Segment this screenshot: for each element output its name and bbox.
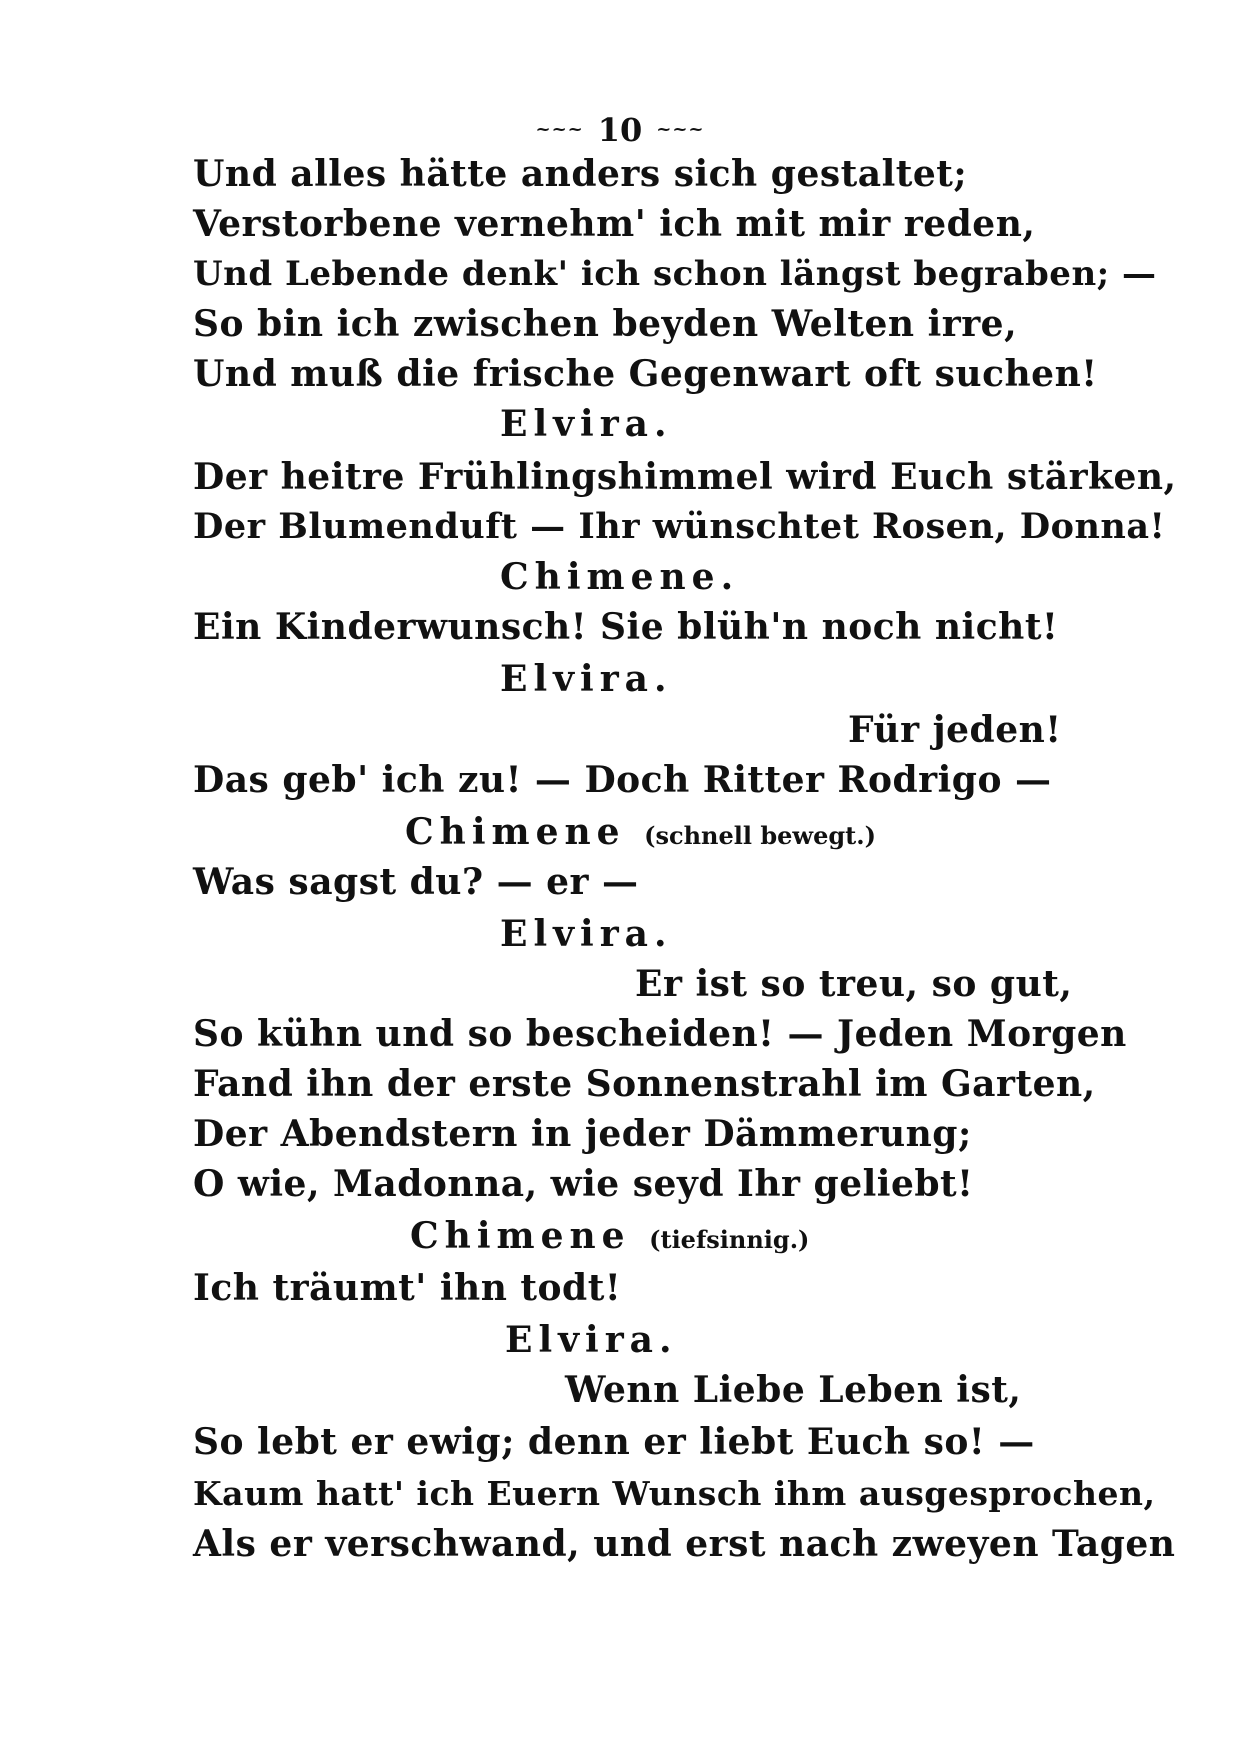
stage-direction: (schnell bewegt.) [644,821,876,850]
speaker-name: Elvira. [500,913,673,955]
verse-line: O wie, Madonna, wie seyd Ihr geliebt! [193,1163,974,1205]
verse-line: So bin ich zwischen beyden Welten irre, [193,303,1018,345]
verse-line: Der Blumenduft — Ihr wünschtet Rosen, Donna! [193,506,1166,547]
speaker-name: Chimene [410,1215,631,1257]
verse-line: Das geb' ich zu! — Doch Ritter Rodrigo — [193,759,1052,801]
verse-line: Ein Kinderwunsch! Sie blüh'n noch nicht! [193,606,1059,648]
verse-line: Was sagst du? — er — [193,861,639,903]
speaker-name: Elvira. [500,658,673,700]
verse-line: Kaum hatt' ich Euern Wunsch ihm ausgesprochen, [193,1474,1156,1513]
speaker-with-direction [405,810,876,858]
verse-line: Verstorbene vernehm' ich mit mir reden, [193,203,1036,245]
speaker-name: Chimene. [500,556,740,598]
speaker-name: Elvira. [500,403,673,445]
page-number: 10 [597,111,643,149]
verse-line: Fand ihn der erste Sonnenstrahl im Garten, [193,1063,1096,1105]
verse-line: So kühn und so bescheiden! — Jeden Morgen [193,1013,1127,1055]
verse-line: So lebt er ewig; denn er liebt Euch so! — [193,1421,1035,1463]
verse-line: Für jeden! [848,709,1062,751]
speaker-with-direction [410,1214,809,1262]
verse-line: Und Lebende denk' ich schon längst begraben; — [193,254,1157,294]
verse-line: Ich träumt' ihn todt! [193,1267,622,1309]
verse-line: Und alles hätte anders sich gestaltet; [193,153,968,195]
speaker-name: Chimene [405,811,626,853]
verse-line: Als er verschwand, und erst nach zweyen Tagen [193,1523,1176,1565]
verse-line: Er ist so treu, so gut, [635,963,1073,1005]
ornament-right: ~~~ [656,119,705,140]
speaker-name: Elvira. [505,1319,678,1361]
verse-line: Und muß die frische Gegenwart oft suchen! [193,353,1098,395]
stage-direction: (tiefsinnig.) [649,1225,810,1254]
ornament-left: ~~~ [535,119,584,140]
page-header [500,108,740,152]
verse-line: Wenn Liebe Leben ist, [565,1369,1022,1411]
verse-line: Der Abendstern in jeder Dämmerung; [193,1113,972,1155]
verse-line: Der heitre Frühlingshimmel wird Euch stärken, [193,456,1177,498]
